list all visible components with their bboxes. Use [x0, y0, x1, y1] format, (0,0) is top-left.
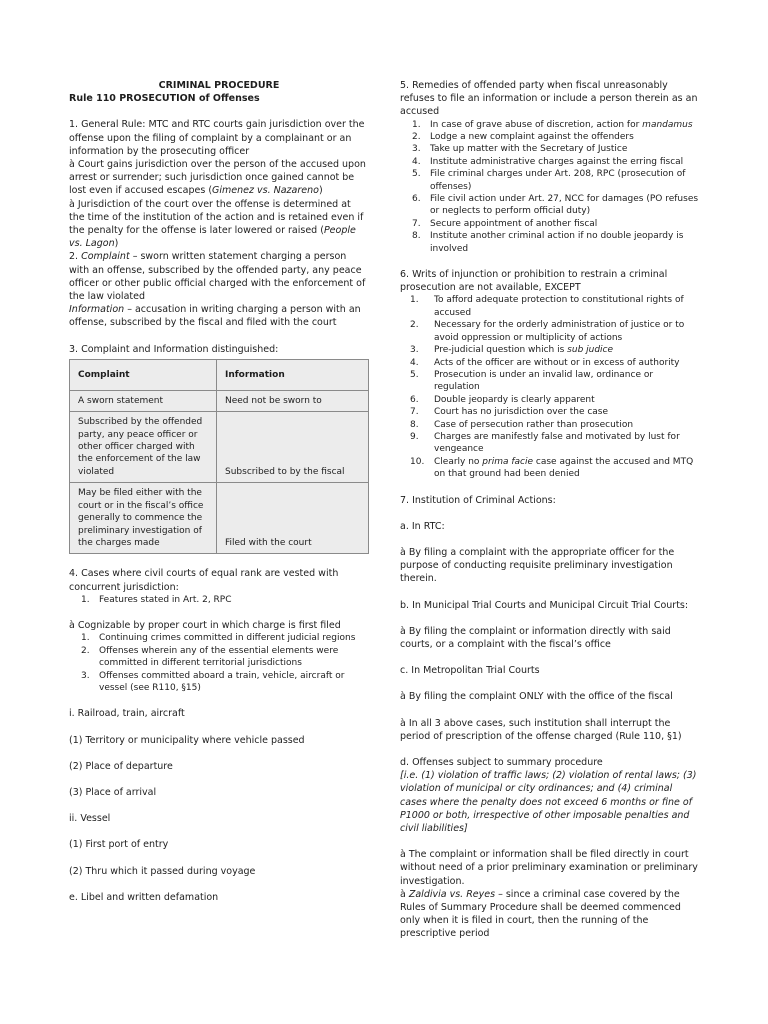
list-item: 3. Take up matter with the Secretary of Justice: [412, 144, 628, 155]
list-item: 4. Acts of the officer are without or in excess of authority: [410, 357, 680, 368]
list-item: 6. File civil action under Art. 27, NCC for damages (PO refuses or neglects to perform official duty): [412, 194, 699, 217]
cognizable-note: à Cognizable by proper court in which charge is first filed: [69, 620, 341, 632]
cognizable-list: [69, 632, 369, 694]
list-item: 3. Offenses committed aboard a train, vehicle, aircraft or vessel (see R110, §15): [81, 670, 345, 693]
distinguished-heading: 3. Complaint and Information distinguished:: [69, 343, 279, 355]
tail-line: (2) Place of departure: [69, 760, 173, 772]
list-item: 1. In case of grave abuse of discretion, action for mandamus: [412, 119, 693, 130]
list-item: 2. Necessary for the orderly administration of justice or to avoid oppression or multiplicity of actions: [410, 320, 685, 343]
tail-line: (1) First port of entry: [69, 839, 169, 851]
list-item: 1. Continuing crimes committed in different judicial regions: [81, 633, 356, 644]
comparison-table: [69, 359, 369, 554]
list-item: 3. Pre-judicial question which is sub judice: [410, 345, 614, 356]
all-three-note: à In all 3 above cases, such institution shall interrupt the period of prescription of the offense charged (Rule 110, §1): [400, 717, 682, 742]
list-item: 7. Secure appointment of another fiscal: [412, 218, 598, 229]
table-row: [70, 483, 369, 554]
table-cell: Subscribed by the offended party, any peace officer or other officer charged with the enforcement of the law violated: [70, 412, 217, 483]
table-cell: Need not be sworn to: [217, 390, 369, 411]
list-item: 7. Court has no jurisdiction over the case: [410, 407, 609, 418]
rtc-body: à By filing a complaint with the appropriate officer for the purpose of conducting requisite preliminary investigation therein.: [400, 546, 675, 585]
tail-line: (3) Place of arrival: [69, 786, 157, 798]
list-item: 8. Institute another criminal action if no double jeopardy is involved: [412, 231, 684, 254]
tail-line: (1) Territory or municipality where vehicle passed: [69, 734, 305, 746]
tail-line: i. Railroad, train, aircraft: [69, 708, 185, 720]
complaint-definition: 2. Complaint – sworn written statement charging a person with an offense, subscribed by the offended party, any peace officer or other public official charged with the enforcement of the law violated: [69, 251, 366, 303]
list-item: 1. To afford adequate protection to constitutional rights of accused: [410, 295, 684, 318]
list-item: 6. Double jeopardy is clearly apparent: [410, 394, 595, 405]
table-cell: A sworn statement: [70, 390, 217, 411]
table-row: [70, 390, 369, 411]
concurrent-list: [69, 594, 369, 606]
writs-list: [400, 294, 700, 480]
tail-line: ii. Vessel: [69, 813, 111, 825]
institution-heading: 7. Institution of Criminal Actions:: [400, 494, 556, 506]
list-item: 4. Institute administrative charges against the erring fiscal: [412, 156, 684, 167]
left-column: [69, 79, 369, 904]
mtc-body: à By filing the complaint or information directly with said courts, or a complaint with the fiscal’s office: [400, 625, 671, 650]
list-item: 10. Clearly no prima facie case against the accused and MTQ on that ground had been denied: [410, 456, 694, 480]
table-cell: May be filed either with the court or in the fiscal’s office generally to commence the preliminary investigation of the charges made: [70, 483, 217, 554]
tail-line: e. Libel and written defamation: [69, 891, 219, 903]
table-header: Complaint: [70, 359, 217, 390]
doc-title: CRIMINAL PROCEDURE: [158, 80, 280, 91]
summary-heading: d. Offenses subject to summary procedure: [400, 757, 603, 769]
table-header-row: [70, 359, 369, 390]
summary-bullet-1: à The complaint or information shall be filed directly in court without need of a prior preliminary examination or preliminary investigation.: [400, 849, 698, 887]
remedies-list: [400, 119, 700, 255]
remedies-heading: 5. Remedies of offended party when fiscal unreasonably refuses to file an information or include a person therein as an accused: [400, 80, 698, 118]
concurrent-heading: 4. Cases where civil courts of equal rank are vested with concurrent jurisdiction:: [69, 568, 339, 593]
table-header: Information: [217, 359, 369, 390]
general-rule-bullet-1: à Court gains jurisdiction over the person of the accused upon arrest or surrender; such jurisdiction once gained cannot be lost even if accused escapes (Gimenez vs. Nazareno): [69, 159, 366, 197]
summary-bullet-2: à Zaldivia vs. Reyes – since a criminal case covered by the Rules of Summary Procedure shall be deemed commenced only when it is filed in court, then the running of the prescriptive period: [400, 888, 681, 940]
rtc-heading: a. In RTC:: [400, 520, 445, 532]
list-item: 2. Lodge a new complaint against the offenders: [412, 132, 634, 143]
list-item: 5. File criminal charges under Art. 208, RPC (prosecution of offenses): [412, 169, 686, 192]
summary-bracket: [i.e. (1) violation of traffic laws; (2) violation of rental laws; (3) violation of municipal or city ordinances; and (4) criminal cases where the penalty does not exceed 6 months or fine of P1000 or both, irrespective of other imposable penalties and civil liabilities]: [400, 770, 697, 835]
metc-heading: c. In Metropolitan Trial Courts: [400, 665, 540, 677]
mtc-heading: b. In Municipal Trial Courts and Municipal Circuit Trial Courts:: [400, 599, 689, 611]
table-cell: Subscribed to by the fiscal: [217, 412, 369, 483]
list-item: 9. Charges are manifestly false and motivated by lust for vengeance: [410, 431, 680, 455]
tail-line: (2) Thru which it passed during voyage: [69, 865, 256, 877]
writs-heading: 6. Writs of injunction or prohibition to restrain a criminal prosecution are not available, EXCEPT: [400, 269, 668, 294]
list-item: 2. Offenses wherein any of the essential elements were committed in different territorial jurisdictions: [81, 645, 339, 669]
doc-subtitle: Rule 110 PROSECUTION of Offenses: [69, 93, 260, 105]
list-item: 8. Case of persecution rather than prosecution: [410, 419, 634, 430]
table-row: [70, 412, 369, 483]
list-item: 1. Features stated in Art. 2, RPC: [81, 594, 232, 605]
metc-body: à By filing the complaint ONLY with the office of the fiscal: [400, 691, 673, 703]
information-definition: Information – accusation in writing charging a person with an offense, subscribed by the fiscal and filed with the court: [69, 304, 361, 329]
general-rule: 1. General Rule: MTC and RTC courts gain jurisdiction over the offense upon the filing of complaint by a complainant or an information by the prosecuting officer: [69, 119, 365, 157]
right-column: [400, 79, 700, 941]
general-rule-bullet-2: à Jurisdiction of the court over the offense is determined at the time of the institution of the action and is retained even if the penalty for the offense is later lowered or raised (People vs. Lagon): [69, 198, 364, 250]
table-cell: Filed with the court: [217, 483, 369, 554]
list-item: 5. Prosecution is under an invalid law, ordinance or regulation: [410, 369, 654, 393]
